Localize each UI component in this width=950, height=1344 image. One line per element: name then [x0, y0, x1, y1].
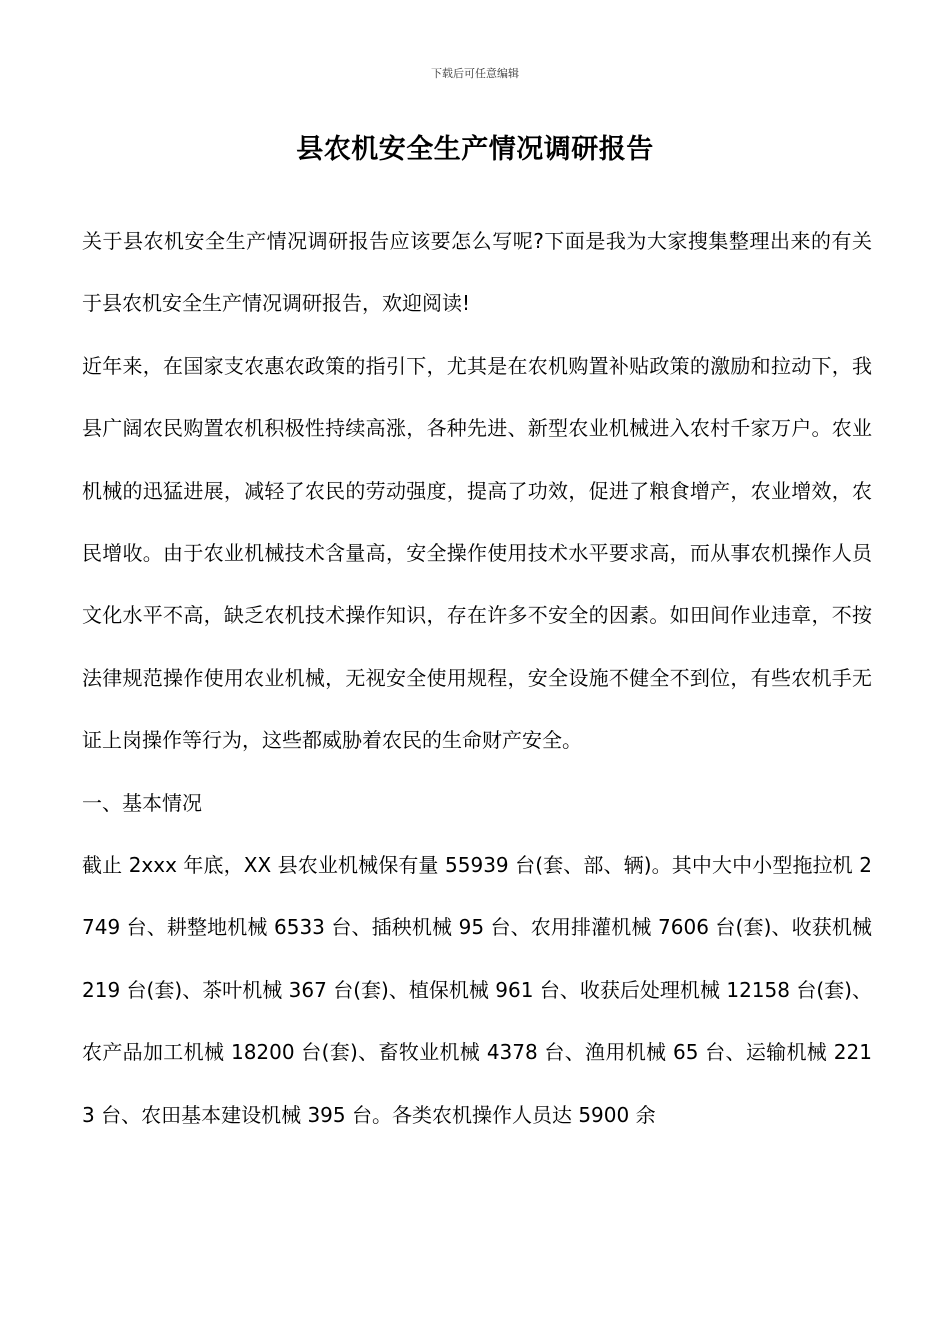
background-paragraph: 近年来，在国家支农惠农政策的指引下，尤其是在农机购置补贴政策的激励和拉动下，我县广阔农民购置农机积极性持续高涨，各种先进、新型农业机械进入农村千家万户。农业机械的迅猛进展，减轻了农民的劳动强度，提高了功效，促进了粮食增产，农业增效，农民增收。由于农业机械技术含量高，安全操作使用技术水平要求高，而从事农机操作人员文化水平不高，缺乏农机技术操作知识，存在许多不安全的因素。如田间作业违章，不按法律规范操作使用农业机械，无视安全使用规程，安全设施不健全不到位，有些农机手无证上岗操作等行为，这些都威胁着农民的生命财产安全。	[82, 353, 872, 753]
section-heading: 一、基本情况	[82, 790, 202, 815]
document-body	[82, 210, 872, 1146]
section-body-paragraph: 截止 2xxx 年底，XX 县农业机械保有量 55939 台(套、部、辆)。其中大中小型拖拉机 2749 台、耕整地机械 6533 台、插秧机械 95 台、农用排灌机械 7606 台(套)、收获机械 219 台(套)、茶叶机械 367 台(套)、植保机械 961 台、收获后处理机械 12158 台(套)、农产品加工机械 18200 台(套)、畜牧业机械 4378 台、渔用机械 65 台、运输机械 2213 台、农田基本建设机械 395 台。各类农机操作人员达 5900 余	[82, 853, 872, 1127]
document-title: 县农机安全生产情况调研报告	[296, 134, 654, 165]
intro-paragraph: 关于县农机安全生产情况调研报告应该要怎么写呢?下面是我为大家搜集整理出来的有关于县农机安全生产情况调研报告，欢迎阅读!	[82, 229, 872, 316]
header-note: 下载后可任意编辑	[431, 67, 519, 80]
